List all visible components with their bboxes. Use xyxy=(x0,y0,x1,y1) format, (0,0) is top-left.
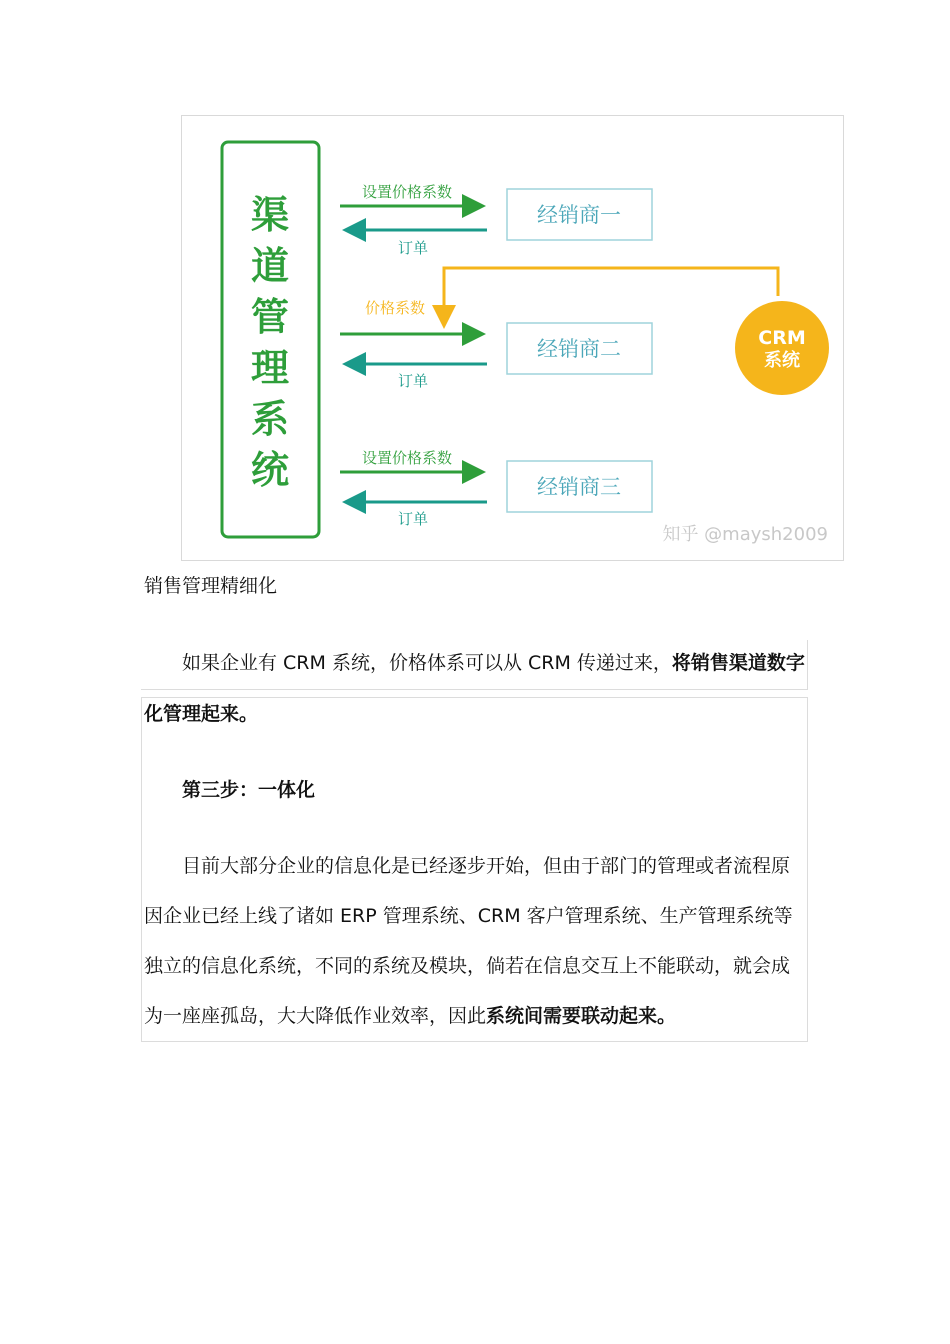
diagram-svg xyxy=(182,116,845,562)
paragraph2-line1: 目前大部分企业的信息化是已经逐步开始，但由于部门的管理或者流程原 xyxy=(182,855,791,877)
label-order-2: 订单 xyxy=(397,372,429,390)
system-title-char-2: 道 xyxy=(250,244,290,288)
label-order-3: 订单 xyxy=(397,510,429,528)
dealer-label-3: 经销商三 xyxy=(537,475,621,499)
image-caption: 销售管理精细化 xyxy=(144,575,278,597)
dealer-label-2: 经销商二 xyxy=(537,337,621,361)
paragraph2-line3: 独立的信息化系统，不同的系统及模块，倘若在信息交互上不能联动，就会成 xyxy=(144,955,791,977)
paragraph2-line2: 因企业已经上线了诸如 ERP 管理系统、CRM 客户管理系统、生产管理系统等 xyxy=(144,905,793,927)
paragraph1-bold-text-a: 将销售渠道数字 xyxy=(671,652,805,674)
step-heading xyxy=(182,775,315,802)
paragraph2-line4-bold: 系统间需要联动起来。 xyxy=(486,1005,677,1027)
system-title-char-4: 理 xyxy=(250,346,290,390)
paragraph1-bold-text-b: 化管理起来。 xyxy=(144,703,259,725)
label-order-1: 订单 xyxy=(397,239,429,257)
crm-label-line2: 系统 xyxy=(764,350,800,371)
paragraph2-line4-normal: 为一座座孤岛，大大降低作业效率，因此 xyxy=(144,1005,487,1027)
system-title-char-3: 管 xyxy=(250,295,290,339)
watermark: 知乎 @maysh2009 xyxy=(662,524,828,545)
system-title-char-6: 统 xyxy=(250,448,290,492)
label-set-price-1: 设置价格系数 xyxy=(361,183,453,201)
paragraph1-normal-text: 如果企业有 CRM 系统，价格体系可以从 CRM 传递过来， xyxy=(182,652,672,674)
channel-management-diagram xyxy=(181,115,844,561)
paragraph1-line2 xyxy=(144,699,258,726)
label-price-coef: 价格系数 xyxy=(364,299,426,317)
dealer-label-1: 经销商一 xyxy=(537,203,621,227)
crm-label-line1: CRM xyxy=(758,327,806,349)
paragraph1-line1 xyxy=(182,648,805,675)
paragraph2-line4 xyxy=(144,1001,676,1028)
step-heading-text: 第三步：一体化 xyxy=(182,779,316,801)
system-title-char-1: 渠 xyxy=(250,193,290,237)
label-set-price-3: 设置价格系数 xyxy=(361,449,453,467)
system-title-char-5: 系 xyxy=(250,397,290,441)
crm-price-connector xyxy=(444,268,778,323)
